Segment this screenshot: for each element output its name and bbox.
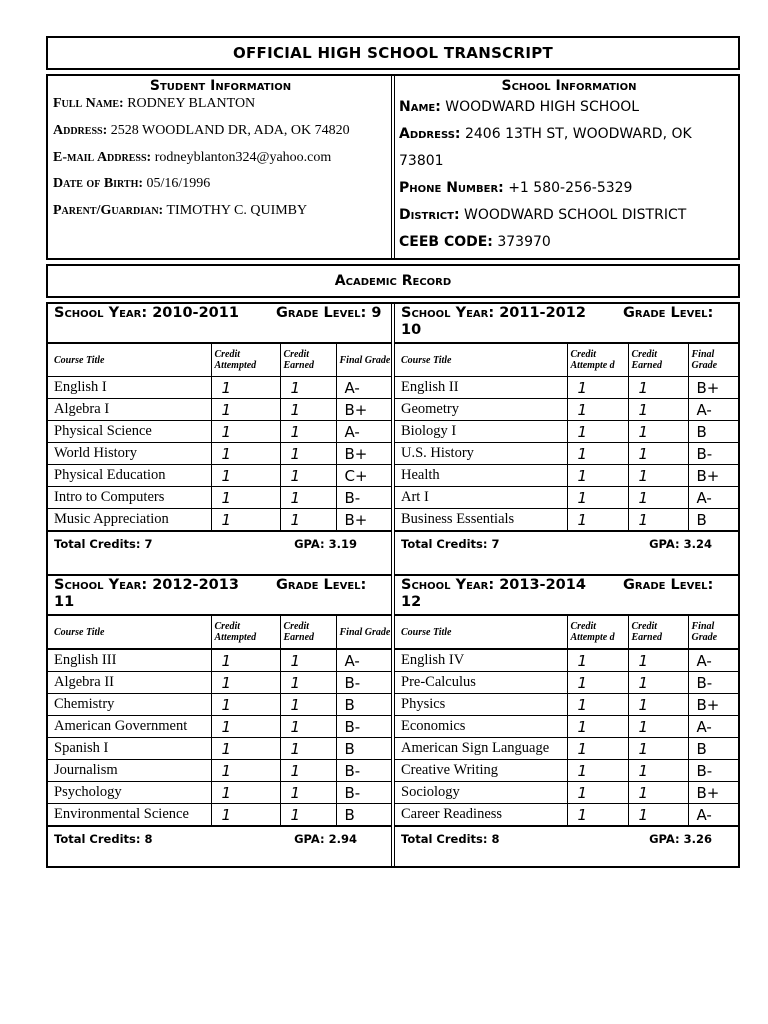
course-row (395, 443, 738, 465)
credit-earned: 1 (628, 694, 688, 716)
course-table-header (48, 616, 391, 650)
year-totals (48, 826, 391, 851)
course-table (395, 343, 738, 531)
final-grade: B+ (336, 509, 391, 531)
credit-earned: 1 (628, 672, 688, 694)
final-grade: B- (688, 443, 738, 465)
course-table-header (48, 344, 391, 377)
gpa-value: GPA: 3.19 (294, 537, 357, 551)
credit-earned: 1 (280, 672, 336, 694)
credit-earned: 1 (628, 509, 688, 531)
course-title: Spanish I (48, 738, 211, 760)
info-divider (391, 76, 395, 258)
credit-earned: 1 (280, 399, 336, 421)
school-year-heading (48, 304, 391, 343)
field-value: TIMOTHY C. QUIMBY (166, 203, 308, 219)
school-field-row (399, 229, 739, 256)
credit-earned: 1 (628, 782, 688, 804)
course-row (48, 760, 391, 782)
total-credits: Total Credits: 8 (54, 832, 153, 846)
course-title: English IV (395, 649, 567, 672)
course-title: Algebra II (48, 672, 211, 694)
field-label: E-mail Address: (53, 149, 152, 165)
final-grade: A- (336, 421, 391, 443)
transcript-title: OFFICIAL HIGH SCHOOL TRANSCRIPT (46, 36, 740, 70)
credit-earned: 1 (280, 760, 336, 782)
credit-earned: 1 (628, 487, 688, 509)
column-header-final-grade: Final Grade (688, 616, 738, 650)
final-grade: B- (336, 716, 391, 738)
credit-earned: 1 (280, 782, 336, 804)
course-row (395, 672, 738, 694)
course-row (395, 649, 738, 672)
course-row (48, 465, 391, 487)
column-header-credit-earned: Credit Earned (280, 616, 336, 650)
credit-attempted: 1 (567, 487, 628, 509)
final-grade: A- (688, 399, 738, 421)
credit-earned: 1 (628, 421, 688, 443)
course-title: Physics (395, 694, 567, 716)
final-grade: B+ (688, 694, 738, 716)
course-row (395, 421, 738, 443)
column-header-final-grade: Final Grade (336, 616, 391, 650)
school-field-row (399, 175, 739, 202)
course-title: Physical Education (48, 465, 211, 487)
course-row (395, 399, 738, 421)
school-year-heading (395, 304, 738, 343)
credit-attempted: 1 (211, 804, 280, 826)
course-title: American Government (48, 716, 211, 738)
credit-attempted: 1 (567, 782, 628, 804)
information-section (46, 74, 740, 260)
final-grade: B- (688, 672, 738, 694)
final-grade: B+ (336, 443, 391, 465)
column-header-credit-attempted: Credit Attempte d (567, 616, 628, 650)
credit-attempted: 1 (567, 377, 628, 399)
final-grade: B- (336, 760, 391, 782)
field-value: RODNEY BLANTON (127, 96, 256, 111)
course-table (395, 615, 738, 826)
school-field-row (399, 121, 739, 175)
credit-attempted: 1 (567, 509, 628, 531)
field-value: +1 580-256-5329 (508, 180, 633, 196)
gpa-value: GPA: 2.94 (294, 832, 357, 846)
field-label: CEEB CODE: (399, 234, 493, 250)
student-field-row (53, 174, 388, 201)
field-value: rodneyblanton324@yahoo.com (154, 149, 332, 165)
school-year-label: School Year: 2012-2013 (54, 577, 239, 593)
school-fields (399, 94, 739, 256)
total-credits: Total Credits: 7 (401, 537, 500, 551)
final-grade: B+ (336, 399, 391, 421)
school-year-heading (395, 576, 738, 615)
course-title: Intro to Computers (48, 487, 211, 509)
course-title: Environmental Science (48, 804, 211, 826)
field-label: Parent/Guardian: (53, 203, 164, 219)
credit-attempted: 1 (211, 716, 280, 738)
credit-attempted: 1 (211, 421, 280, 443)
credit-earned: 1 (628, 465, 688, 487)
final-grade: B (336, 694, 391, 716)
credit-earned: 1 (280, 649, 336, 672)
field-label: Date of Birth: (53, 176, 144, 192)
final-grade: B+ (688, 377, 738, 399)
credit-earned: 1 (280, 421, 336, 443)
column-header-credit-earned: Credit Earned (280, 344, 336, 377)
course-row (395, 377, 738, 399)
course-title: Economics (395, 716, 567, 738)
credit-attempted: 1 (567, 804, 628, 826)
final-grade: B (336, 804, 391, 826)
course-title: Physical Science (48, 421, 211, 443)
course-row (48, 649, 391, 672)
credit-earned: 1 (628, 377, 688, 399)
course-row (395, 760, 738, 782)
credit-attempted: 1 (211, 672, 280, 694)
course-title: Chemistry (48, 694, 211, 716)
student-info-heading: Student Information (149, 78, 292, 94)
school-year-block (48, 574, 391, 851)
field-value: WOODWARD HIGH SCHOOL (445, 99, 640, 115)
course-title: Psychology (48, 782, 211, 804)
course-row (48, 694, 391, 716)
column-header-credit-earned: Credit Earned (628, 616, 688, 650)
credit-earned: 1 (280, 443, 336, 465)
credit-attempted: 1 (567, 465, 628, 487)
school-year-heading (48, 576, 391, 615)
course-title: Geometry (395, 399, 567, 421)
field-label: Phone Number: (399, 180, 504, 196)
school-field-row (399, 202, 739, 229)
course-table (48, 343, 391, 531)
credit-earned: 1 (280, 465, 336, 487)
course-title: Art I (395, 487, 567, 509)
column-header-final-grade: Final Grade (336, 344, 391, 377)
course-title: English I (48, 377, 211, 399)
credit-earned: 1 (628, 738, 688, 760)
course-row (395, 694, 738, 716)
course-row (48, 509, 391, 531)
total-credits: Total Credits: 7 (54, 537, 153, 551)
school-year-label: School Year: 2011-2012 (401, 305, 586, 321)
course-row (395, 487, 738, 509)
credit-attempted: 1 (567, 421, 628, 443)
course-title: Music Appreciation (48, 509, 211, 531)
course-row (48, 804, 391, 826)
credit-attempted: 1 (211, 694, 280, 716)
credit-attempted: 1 (211, 377, 280, 399)
student-field-row (53, 148, 388, 175)
course-row (48, 443, 391, 465)
course-title: U.S. History (395, 443, 567, 465)
credit-earned: 1 (628, 443, 688, 465)
credit-earned: 1 (280, 804, 336, 826)
credit-earned: 1 (628, 804, 688, 826)
course-title: Biology I (395, 421, 567, 443)
course-title: English II (395, 377, 567, 399)
school-info-heading: School Information (501, 78, 637, 94)
credit-attempted: 1 (211, 443, 280, 465)
course-title: Health (395, 465, 567, 487)
credit-earned: 1 (628, 760, 688, 782)
final-grade: A- (688, 649, 738, 672)
credit-attempted: 1 (211, 760, 280, 782)
course-title: Pre-Calculus (395, 672, 567, 694)
course-row (395, 738, 738, 760)
credit-earned: 1 (280, 716, 336, 738)
gpa-value: GPA: 3.24 (649, 537, 712, 551)
student-field-row (53, 94, 388, 121)
credit-attempted: 1 (567, 399, 628, 421)
credit-attempted: 1 (211, 399, 280, 421)
credit-attempted: 1 (211, 738, 280, 760)
course-row (395, 804, 738, 826)
field-label: Address: (53, 122, 108, 138)
field-value: 2406 13TH ST, WOODWARD, OK 73801 (399, 126, 692, 169)
course-title: Sociology (395, 782, 567, 804)
course-title: Journalism (48, 760, 211, 782)
course-table-header (395, 616, 738, 650)
credit-earned: 1 (280, 694, 336, 716)
final-grade: A- (336, 377, 391, 399)
school-year-label: School Year: 2013-2014 (401, 577, 586, 593)
course-row (48, 421, 391, 443)
final-grade: A- (688, 487, 738, 509)
credit-attempted: 1 (211, 649, 280, 672)
credit-attempted: 1 (567, 738, 628, 760)
column-header-credit-attempted: Credit Attempte d (567, 344, 628, 377)
course-title: World History (48, 443, 211, 465)
credit-attempted: 1 (567, 716, 628, 738)
credit-earned: 1 (628, 399, 688, 421)
school-field-row (399, 94, 739, 121)
course-row (48, 487, 391, 509)
school-year-block (395, 304, 738, 556)
credit-attempted: 1 (567, 760, 628, 782)
field-value: 2528 WOODLAND DR, ADA, OK 74820 (110, 122, 350, 138)
credit-earned: 1 (628, 716, 688, 738)
grade-level-label: Grade Level: 9 (276, 305, 382, 321)
course-row (395, 465, 738, 487)
final-grade: B (336, 738, 391, 760)
final-grade: B (688, 421, 738, 443)
credit-attempted: 1 (211, 487, 280, 509)
field-label: Address: (399, 126, 461, 142)
course-table (48, 615, 391, 826)
final-grade: A- (336, 649, 391, 672)
total-credits: Total Credits: 8 (401, 832, 500, 846)
credit-attempted: 1 (211, 782, 280, 804)
course-title: Career Readiness (395, 804, 567, 826)
course-row (48, 377, 391, 399)
grade-level-label: Grade Level: 10 (401, 305, 714, 338)
column-header-course-title: Course Title (48, 344, 211, 377)
academic-record (46, 302, 740, 868)
column-header-course-title: Course Title (395, 344, 567, 377)
course-row (395, 716, 738, 738)
final-grade: B (688, 738, 738, 760)
column-header-credit-earned: Credit Earned (628, 344, 688, 377)
course-row (48, 782, 391, 804)
final-grade: B+ (688, 782, 738, 804)
course-row (395, 509, 738, 531)
credit-earned: 1 (280, 509, 336, 531)
credit-earned: 1 (280, 738, 336, 760)
course-title: American Sign Language (395, 738, 567, 760)
school-year-label: School Year: 2010-2011 (54, 305, 239, 321)
course-title: Creative Writing (395, 760, 567, 782)
school-year-block (395, 574, 738, 851)
credit-earned: 1 (280, 487, 336, 509)
field-value: 373970 (497, 234, 551, 250)
year-totals (48, 531, 391, 556)
credit-attempted: 1 (211, 509, 280, 531)
course-table-header (395, 344, 738, 377)
credit-attempted: 1 (567, 443, 628, 465)
final-grade: A- (688, 716, 738, 738)
field-label: District: (399, 207, 460, 223)
course-title: English III (48, 649, 211, 672)
course-row (48, 716, 391, 738)
credit-earned: 1 (280, 377, 336, 399)
credit-earned: 1 (628, 649, 688, 672)
field-value: WOODWARD SCHOOL DISTRICT (464, 207, 687, 223)
school-information (399, 76, 739, 258)
column-header-course-title: Course Title (48, 616, 211, 650)
column-header-credit-attempted: Credit Attempted (211, 344, 280, 377)
student-information (53, 76, 388, 258)
student-fields (53, 94, 388, 228)
course-row (48, 672, 391, 694)
field-value: 05/16/1996 (146, 176, 211, 192)
gpa-value: GPA: 3.26 (649, 832, 712, 846)
column-header-final-grade: Final Grade (688, 344, 738, 377)
course-title: Algebra I (48, 399, 211, 421)
credit-attempted: 1 (567, 649, 628, 672)
final-grade: B+ (688, 465, 738, 487)
course-row (48, 399, 391, 421)
course-title: Business Essentials (395, 509, 567, 531)
field-label: Full Name: (53, 96, 124, 111)
column-header-credit-attempted: Credit Attempted (211, 616, 280, 650)
credit-attempted: 1 (567, 672, 628, 694)
final-grade: C+ (336, 465, 391, 487)
student-field-row (53, 201, 388, 228)
final-grade: B (688, 509, 738, 531)
final-grade: A- (688, 804, 738, 826)
grade-level-label: Grade Level: 11 (54, 577, 367, 610)
credit-attempted: 1 (567, 694, 628, 716)
course-row (48, 738, 391, 760)
grade-level-label: Grade Level: 12 (401, 577, 714, 610)
student-field-row (53, 121, 388, 148)
final-grade: B- (336, 782, 391, 804)
academic-record-heading: Academic Record (46, 264, 740, 298)
final-grade: B- (336, 672, 391, 694)
column-header-course-title: Course Title (395, 616, 567, 650)
field-label: Name: (399, 99, 441, 115)
final-grade: B- (336, 487, 391, 509)
course-row (395, 782, 738, 804)
year-totals (395, 826, 738, 851)
credit-attempted: 1 (211, 465, 280, 487)
final-grade: B- (688, 760, 738, 782)
school-year-block (48, 304, 391, 556)
year-totals (395, 531, 738, 556)
